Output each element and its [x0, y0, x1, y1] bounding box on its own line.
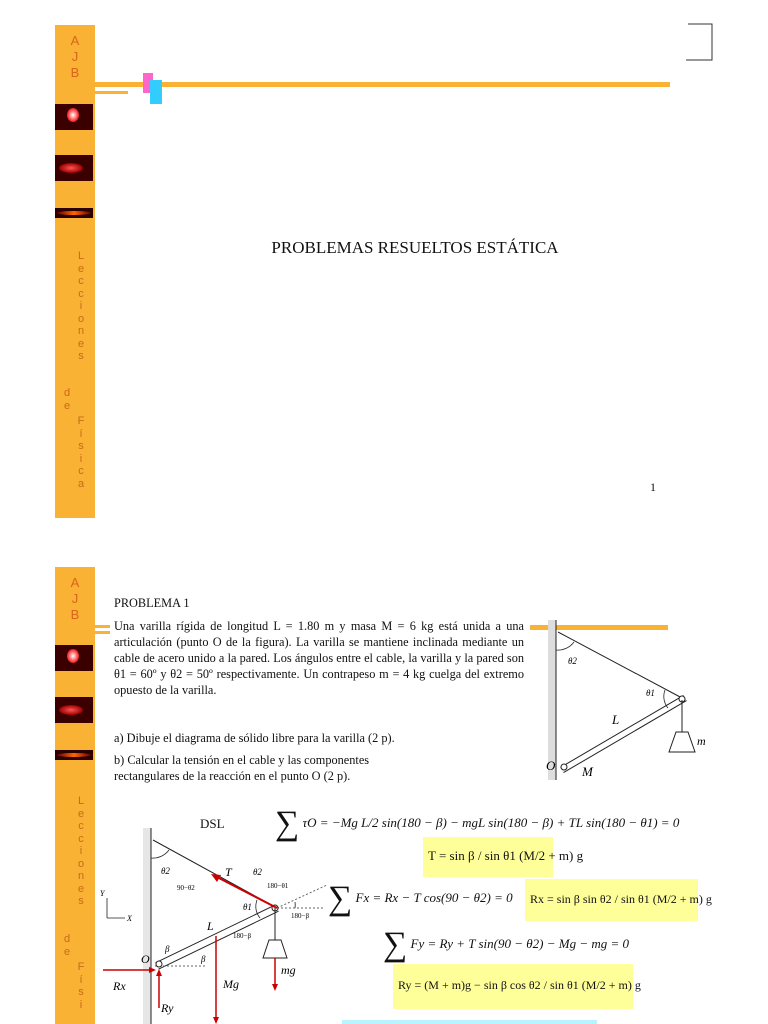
vertical-word-fisica: F í s i c a	[77, 415, 85, 490]
thumbnail-2	[55, 155, 93, 181]
svg-text:Y: Y	[100, 889, 105, 898]
problem-figure	[540, 620, 720, 790]
ry-equation: Ry = (M + m)g − sin β cos θ2 / sin θ1 (M/2 + m) g	[398, 978, 641, 992]
svg-text:β: β	[201, 954, 206, 964]
label-L: L	[612, 712, 620, 727]
svg-text:β: β	[165, 944, 170, 954]
page2-side-strip	[55, 567, 95, 1024]
svg-text:θ2: θ2	[161, 866, 170, 876]
label-theta2: θ2	[568, 656, 577, 666]
page-number: 1	[650, 480, 656, 494]
ajb-logo: A J B	[70, 33, 80, 80]
svg-text:Rx: Rx	[113, 979, 126, 993]
svg-text:Mg: Mg	[223, 977, 239, 991]
label-O: O	[546, 758, 556, 773]
svg-text:mg: mg	[281, 963, 296, 977]
problem-heading: PROBLEMA 1	[114, 596, 190, 610]
vertical-word-fisica-2: F í s i	[77, 961, 85, 1011]
vertical-word-de: d e	[63, 387, 71, 412]
vertical-word-de-2: d e	[63, 933, 71, 958]
header-line	[95, 82, 670, 87]
vertical-word-lecciones: L e c c i o n e s	[77, 250, 85, 362]
fx-equation: ∑ Fx = Rx − T cos(90 − θ2) = 0	[328, 880, 513, 917]
tension-equation: T = sin β / sin θ1 (M/2 + m) g	[428, 848, 584, 863]
page-title: PROBLEMAS RESUELTOS ESTÁTICA	[271, 238, 559, 257]
counterweight	[669, 732, 695, 752]
svg-text:180−θ1: 180−θ1	[267, 882, 289, 890]
svg-text:Ry: Ry	[161, 1001, 174, 1015]
wall	[548, 620, 556, 780]
part-b: b) Calcular la tensión en el cable y las componentes rectangulares de la reacción en el punto O (2 p).	[114, 753, 370, 783]
page1-side-strip	[55, 25, 95, 518]
corner-mark	[684, 22, 714, 62]
rx-equation: Rx = sin β sin θ2 / sin θ1 (M/2 + m) g	[530, 892, 712, 906]
label-m: m	[697, 734, 706, 748]
thumbnail-3	[55, 208, 93, 218]
svg-text:180−β: 180−β	[291, 912, 310, 920]
ajb-logo-2: A J B	[70, 575, 80, 622]
svg-text:θ1: θ1	[243, 902, 252, 912]
dsl-label: DSL	[200, 816, 225, 831]
torque-equation: ∑ τO = −Mg L/2 sin(180 − β) − mgL sin(180 − β) + TL sin(180 − θ1) = 0	[275, 805, 680, 842]
svg-text:X: X	[127, 914, 132, 923]
fy-equation: ∑ Fy = Ry + T sin(90 − θ2) − Mg − mg = 0	[383, 926, 629, 963]
free-body-diagram	[95, 828, 340, 1024]
thumbnail-5	[55, 697, 93, 723]
thumbnail-4	[55, 645, 93, 671]
label-T: T	[225, 865, 232, 879]
vertical-word-lecciones-2: L e c c i o n e s	[77, 795, 85, 907]
thumbnail-1	[55, 104, 93, 130]
problem-statement: Una varilla rígida de longitud L = 1.80 m y masa M = 6 kg está unida a una articulación (punto O de la figura). La varilla se mantiene inclinada mediante un cable de acero unido a la pared. Los ángulos entre el cable, la varilla y la pared son θ1 = 60º y θ2 = 50º respectivamente. Un contrapeso m = 4 kg cuelga del extremo opuesto de la varilla.	[114, 619, 524, 697]
label-theta1: θ1	[646, 688, 655, 698]
svg-text:90−θ2: 90−θ2	[177, 884, 195, 892]
svg-text:θ2: θ2	[253, 867, 262, 877]
label-M: M	[582, 764, 593, 779]
svg-text:L: L	[207, 919, 214, 933]
svg-text:O: O	[141, 952, 150, 966]
thumbnail-6	[55, 750, 93, 760]
part-a: a) Dibuje el diagrama de sólido libre para la varilla (2 p).	[114, 731, 395, 745]
svg-text:180−β: 180−β	[233, 932, 252, 940]
